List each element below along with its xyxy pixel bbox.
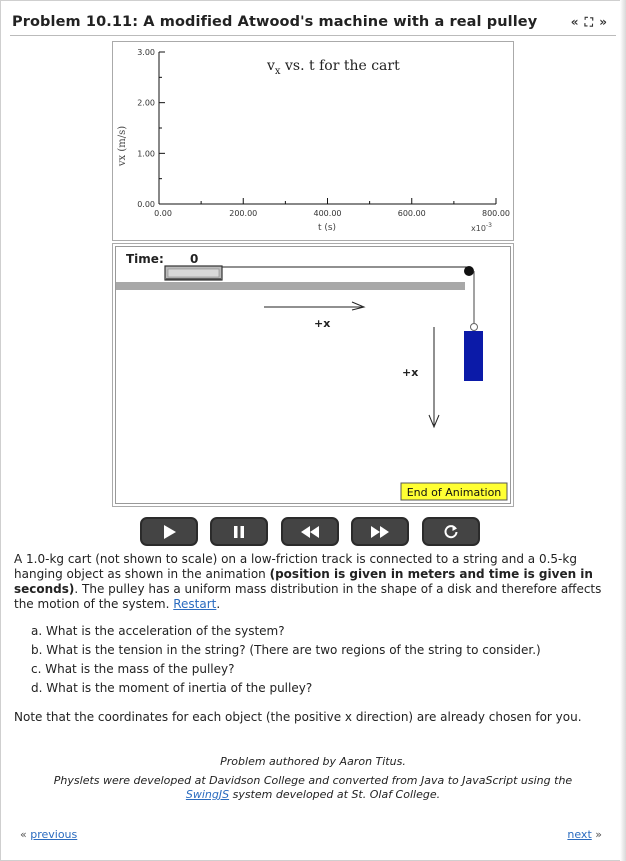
animation-panel[interactable] (112, 243, 514, 507)
play-icon (159, 524, 179, 540)
next-nav (567, 828, 602, 841)
question-c: c. What is the mass of the pulley? (31, 662, 235, 676)
graph-title: $v_x$ vs. t for the cart (267, 58, 400, 77)
pause-icon (229, 524, 249, 540)
y-tick-label: 2.00 (137, 98, 155, 108)
reset-icon (442, 523, 460, 541)
cart (165, 266, 222, 280)
next-link[interactable]: next (567, 828, 592, 841)
x-axis-label: t (s) (317, 223, 337, 233)
track-arrow-head (352, 302, 364, 310)
next-suffix: » (591, 828, 602, 841)
y-tick-label: 3.00 (137, 48, 155, 57)
question-b: b. What is the tension in the string? (There are two regions of the string to consider.) (31, 643, 541, 657)
previous-link[interactable]: previous (30, 828, 78, 841)
intro-text-2: . The pulley has a uniform mass distribution in the shape of a disk and therefore affects the motion of the system. (14, 582, 602, 611)
animation-svg (116, 247, 510, 503)
previous-nav (20, 828, 77, 841)
hook (471, 324, 478, 331)
physlets-credit (0, 774, 626, 802)
track-direction-label: +x (314, 317, 331, 330)
x-tick-label: 200.00 (229, 209, 258, 218)
x-tick-label: 800.00 (482, 209, 510, 218)
reset-button[interactable] (422, 517, 480, 546)
nav-arrows[interactable]: « ⛶ » (570, 15, 608, 29)
velocity-graph-svg (113, 42, 513, 240)
track (116, 282, 465, 290)
problem-statement (14, 552, 602, 612)
page-title: Problem 10.11: A modified Atwood's machine with a real pulley (12, 14, 538, 30)
time-value: 0 (190, 252, 199, 266)
rewind-button[interactable] (281, 517, 339, 546)
hanging-mass (464, 331, 483, 381)
swingjs-link[interactable]: SwingJS (185, 788, 230, 801)
velocity-graph[interactable] (112, 41, 514, 241)
play-button[interactable] (140, 517, 198, 546)
x-multiplier: $x10^{-3}$ (471, 222, 492, 233)
previous-prefix: « (20, 828, 31, 841)
hang-direction-label: +x (402, 366, 419, 379)
pause-button[interactable] (210, 517, 268, 546)
end-badge-text: End of Animation (406, 486, 502, 499)
rewind-icon (298, 524, 322, 540)
animation-canvas (115, 246, 511, 504)
fast-forward-button[interactable] (351, 517, 409, 546)
intro-bold: (position is given in meters and time is given in seconds) (14, 567, 593, 596)
x-tick-label: 400.00 (313, 209, 342, 218)
restart-link[interactable]: Restart (173, 597, 217, 611)
x-tick-label: 600.00 (397, 209, 426, 218)
physlets-credit-text-2: system developed at St. Olaf College. (229, 788, 441, 801)
intro-end: . (216, 597, 221, 611)
coordinates-note: Note that the coordinates for each object (the positive x direction) are already chosen for you. (14, 710, 582, 724)
page-shadow (620, 0, 626, 861)
physlets-credit-text: Physlets were developed at Davidson College and converted from Java to JavaScript using the (53, 774, 573, 787)
title-divider (10, 35, 616, 36)
fast-forward-icon (368, 524, 392, 540)
pulley (464, 266, 474, 276)
y-tick-label: 0.00 (137, 200, 155, 209)
y-tick-label: 1.00 (137, 149, 155, 159)
author-credit: Problem authored by Aaron Titus. (220, 755, 406, 768)
intro-text: A 1.0-kg cart (not shown to scale) on a low-friction track is connected to a string and a 0.5-kg hanging object as shown in the animation (14, 552, 577, 581)
question-d: d. What is the moment of inertia of the pulley? (31, 681, 313, 695)
time-label: Time: (126, 252, 164, 266)
x-tick-label: 0.00 (154, 209, 172, 218)
y-axis-label: vx (m/s) (117, 125, 128, 167)
question-a: a. What is the acceleration of the system? (31, 624, 285, 638)
question-list (31, 622, 541, 698)
